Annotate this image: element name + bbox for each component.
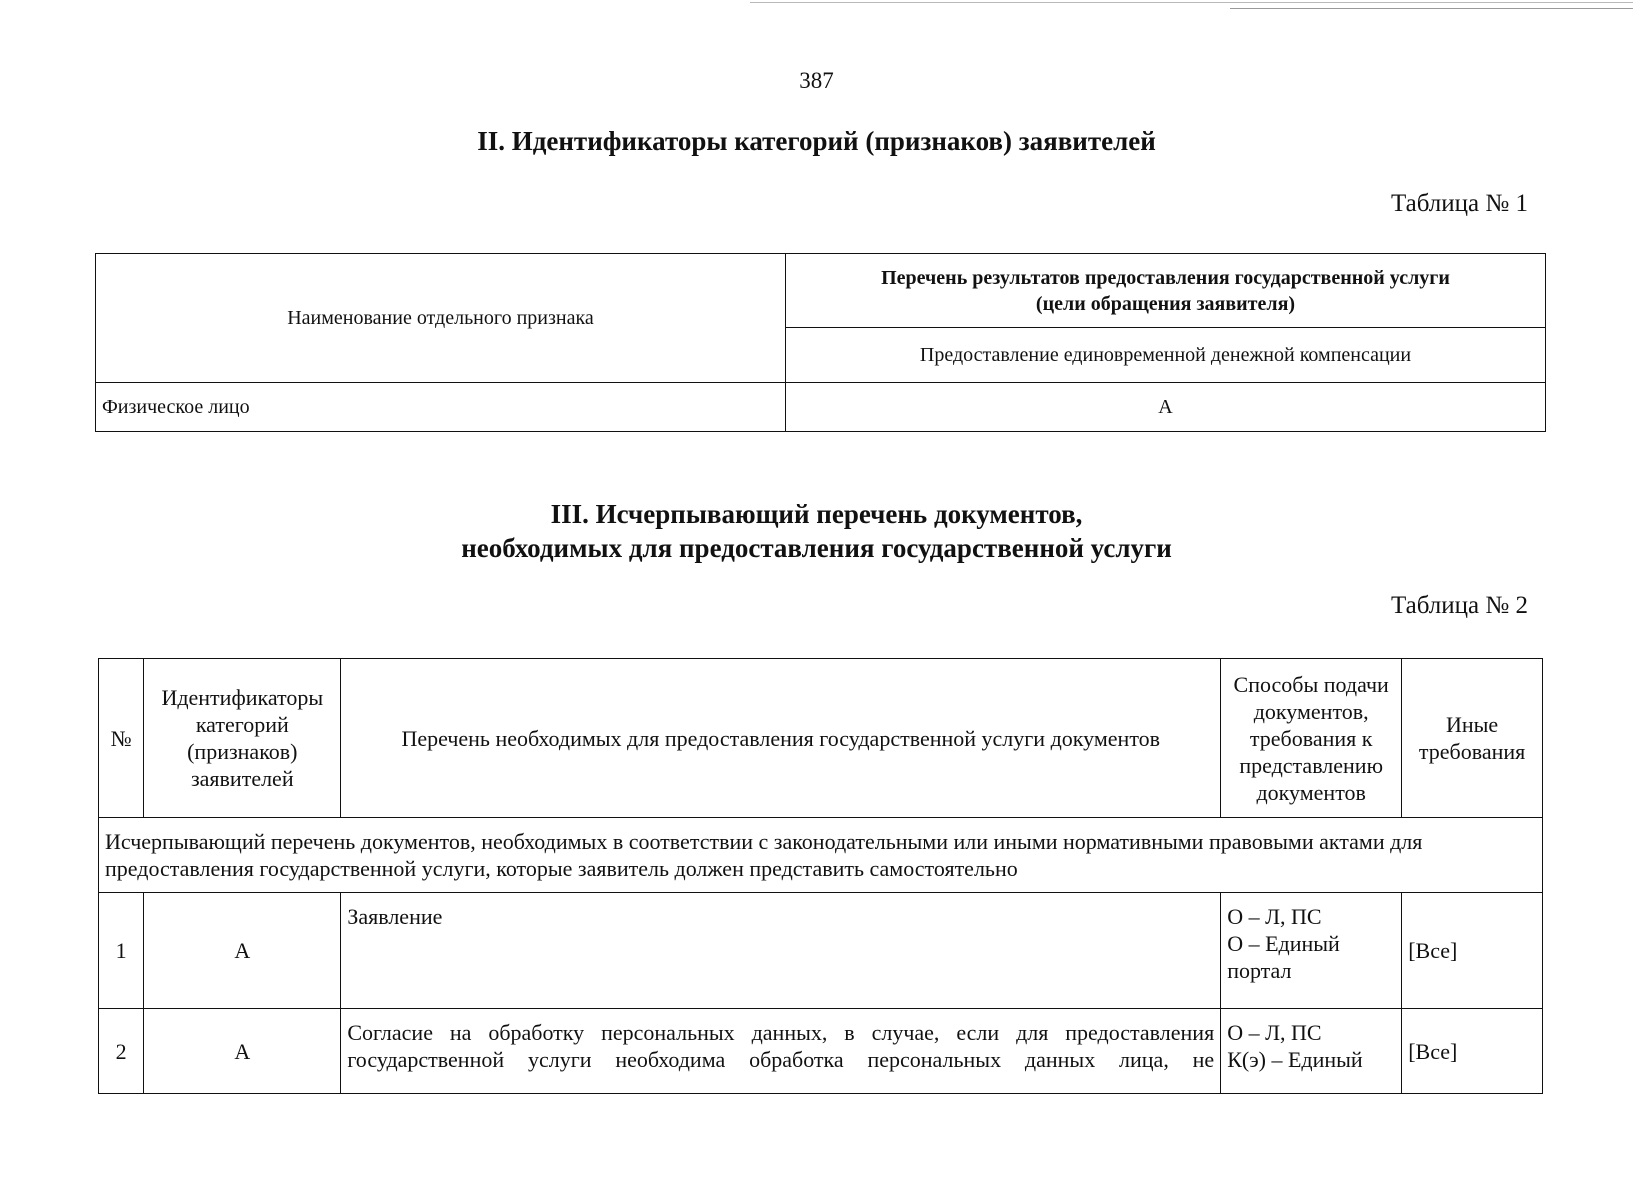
ways-line: О – Л, ПС (1227, 904, 1322, 929)
column-header-feature-name: Наименование отдельного признака (96, 254, 786, 383)
table-row (99, 893, 1543, 1009)
column-header-submission-ways: Способы подачи документов, требования к представлению документов (1221, 659, 1402, 818)
row-submission-ways (1221, 893, 1402, 1009)
column-header-results-line2: (цели обращения заявителя) (1035, 292, 1296, 315)
row-other-requirements: [Все] (1402, 893, 1543, 1009)
feature-name-cell: Физическое лицо (96, 383, 786, 432)
documents-table (98, 658, 1543, 1094)
column-header-identifiers: Идентификаторы категорий (признаков) заявителей (144, 659, 341, 818)
section-3-title-line2: необходимых для предоставления государственной услуги (461, 533, 1172, 563)
applicant-categories-table (95, 253, 1546, 432)
column-subheader-compensation: Предоставление единовременной денежной компенсации (786, 328, 1546, 383)
table-row (99, 1009, 1543, 1094)
section-3-title-line1: III. Исчерпывающий перечень документов, (550, 499, 1083, 529)
column-header-results (786, 254, 1546, 328)
row-document: Заявление (341, 893, 1221, 1009)
row-number: 1 (99, 893, 144, 1009)
column-header-other-requirements: Иные требования (1402, 659, 1543, 818)
feature-value-cell: А (786, 383, 1546, 432)
ways-line: К(э) – Единый (1227, 1047, 1363, 1072)
table-2-caption: Таблица № 2 (1390, 592, 1528, 619)
table-row (96, 383, 1546, 432)
ways-line: О – Единый портал (1227, 931, 1340, 983)
row-submission-ways (1221, 1009, 1402, 1094)
scan-edge-line (750, 2, 1633, 3)
page-number: 387 (799, 68, 834, 93)
row-document: Согласие на обработку персональных данных, в случае, если для предоставления государственной услуги необходима обработка персональных данных лица, не (341, 1009, 1221, 1094)
row-identifier: А (144, 1009, 341, 1094)
row-other-requirements: [Все] (1402, 1009, 1543, 1094)
table-section-row (99, 818, 1543, 893)
section-3-title (0, 497, 1633, 565)
table-1-caption: Таблица № 1 (1390, 190, 1528, 217)
ways-line: О – Л, ПС (1227, 1020, 1322, 1045)
section-row-text: Исчерпывающий перечень документов, необходимых в соответствии с законодательными или иными нормативными правовыми актами для предоставления государственной услуги, которые заявитель должен представить самостоятельно (99, 818, 1543, 893)
scan-edge-line (1230, 8, 1633, 9)
row-identifier: А (144, 893, 341, 1009)
row-number: 2 (99, 1009, 144, 1094)
column-header-results-line1: Перечень результатов предоставления государственной услуги (881, 266, 1450, 289)
column-header-documents: Перечень необходимых для предоставления государственной услуги документов (341, 659, 1221, 818)
table-header-row (99, 659, 1543, 818)
section-2-title: II. Идентификаторы категорий (признаков) заявителей (477, 126, 1156, 156)
column-header-number: № (99, 659, 144, 818)
